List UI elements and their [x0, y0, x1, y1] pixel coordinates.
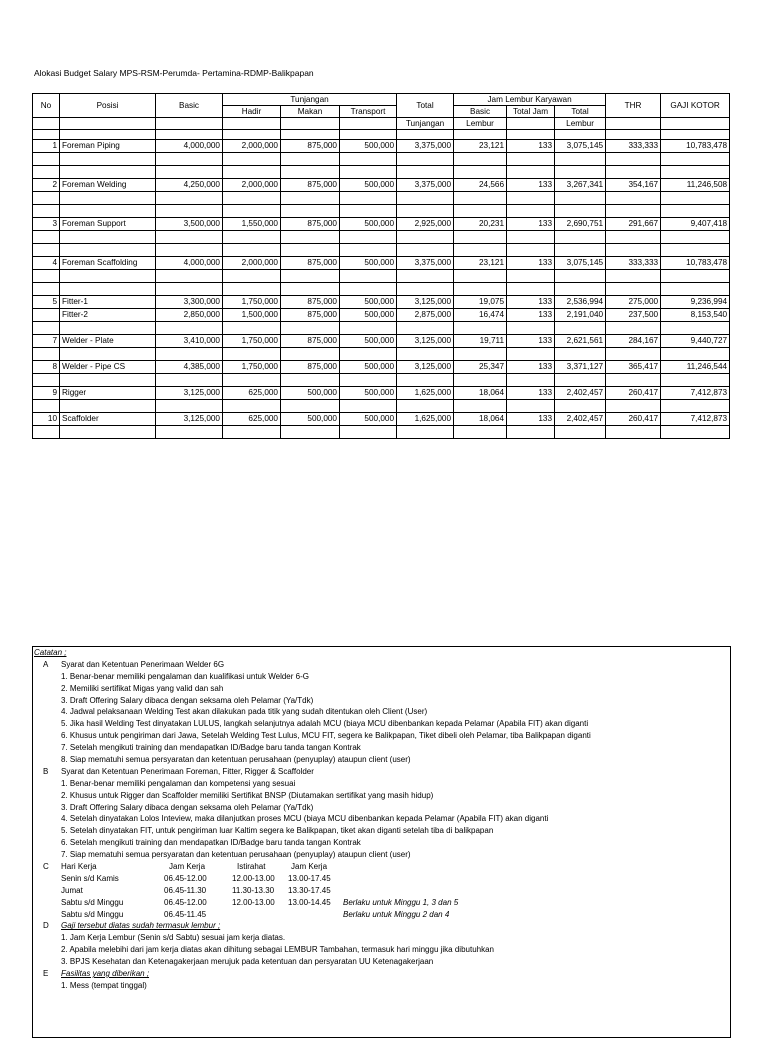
cell-makan: 875,000 [281, 296, 340, 309]
header-total-lembur: Total [555, 106, 606, 118]
cell-makan: 875,000 [281, 218, 340, 231]
cell-basic: 4,000,000 [156, 257, 223, 270]
table-row [33, 218, 730, 231]
cell-total-lembur: 3,075,145 [555, 140, 606, 153]
table-row [33, 140, 730, 153]
cell-transport: 500,000 [340, 218, 397, 231]
schedule-row [33, 873, 730, 885]
cell-thr: 365,417 [606, 361, 661, 374]
schedule-jam2: 13.00-14.45 [288, 897, 331, 907]
cell-transport: 500,000 [340, 179, 397, 192]
cell-hadir: 1,750,000 [223, 296, 281, 309]
cell-transport: 500,000 [340, 309, 397, 322]
cell-no: 5 [33, 296, 60, 309]
cell-gaji: 10,783,478 [661, 257, 730, 270]
header-no: No [33, 94, 60, 118]
cell-makan: 875,000 [281, 361, 340, 374]
cell-posisi: Foreman Piping [60, 140, 156, 153]
schedule-ist: 12.00-13.00 [232, 873, 275, 883]
cell-total: 3,375,000 [397, 179, 454, 192]
cell-basic: 3,500,000 [156, 218, 223, 231]
section-letter: B [43, 766, 49, 776]
schedule-row [33, 885, 730, 897]
table-row [33, 257, 730, 270]
cell-total-lembur: 3,267,341 [555, 179, 606, 192]
cell-posisi: Foreman Scaffolding [60, 257, 156, 270]
note-item: 6. Setelah mengikuti training dan mendapatkan ID/Badge baru tanda tangan Kontrak [61, 838, 361, 848]
cell-basic-lembur: 23,121 [454, 257, 507, 270]
cell-hadir: 2,000,000 [223, 257, 281, 270]
cell-thr: 237,500 [606, 309, 661, 322]
cell-no [33, 309, 60, 322]
schedule-jam: 06.45-11.30 [164, 885, 207, 895]
cell-total-lembur: 2,690,751 [555, 218, 606, 231]
cell-basic: 2,850,000 [156, 309, 223, 322]
cell-total-lembur: 2,191,040 [555, 309, 606, 322]
note-item: 4. Setelah dinyatakan Lolos Inteview, maka dilanjutkan proses MCU (biaya MCU dibenbankan kepada Pelamar (Apabila FIT) akan diganti [61, 814, 549, 824]
table-row [33, 361, 730, 374]
schedule-row [33, 897, 730, 909]
header-posisi: Posisi [60, 94, 156, 118]
schedule-day: Sabtu s/d Minggu [61, 897, 124, 907]
note-item: 3. Draft Offering Salary dibaca dengan seksama oleh Pelamar (Ya/Tdk) [61, 695, 314, 705]
section-letter: D [43, 921, 49, 931]
schedule-ist: 12.00-13.00 [232, 897, 275, 907]
cell-total: 2,875,000 [397, 309, 454, 322]
schedule-day: Jumat [61, 885, 83, 895]
cell-total-jam: 133 [507, 257, 555, 270]
cell-gaji: 11,246,544 [661, 361, 730, 374]
cell-total: 1,625,000 [397, 387, 454, 400]
cell-total-jam: 133 [507, 218, 555, 231]
note-item: 2. Khusus untuk Rigger dan Scaffolder memiliki Sertifikat BNSP (Diutamakan sertifikat yang masih hidup) [61, 790, 434, 800]
cell-basic-lembur: 20,231 [454, 218, 507, 231]
cell-posisi: Fitter-2 [60, 309, 156, 322]
note-item: 4. Jadwal pelaksanaan Welding Test akan dilakukan pada titik yang sudah ditentukan oleh Client (User) [61, 707, 428, 717]
cell-no: 4 [33, 257, 60, 270]
section-letter: C [43, 862, 49, 872]
notes-box [32, 646, 731, 1038]
cell-no: 2 [33, 179, 60, 192]
schedule-day: Sabtu s/d Minggu [61, 909, 124, 919]
cell-basic-lembur: 16,474 [454, 309, 507, 322]
cell-makan: 875,000 [281, 179, 340, 192]
cell-no: 3 [33, 218, 60, 231]
cell-basic-lembur: 23,121 [454, 140, 507, 153]
cell-transport: 500,000 [340, 335, 397, 348]
cell-total-jam: 133 [507, 413, 555, 426]
schedule-jam: 06.45-11.45 [164, 909, 207, 919]
page-title: Alokasi Budget Salary MPS-RSM-Perumda- Pertamina-RDMP-Balikpapan [34, 68, 314, 78]
table-row [33, 309, 730, 322]
col-jam-kerja-2: Jam Kerja [291, 862, 328, 872]
header-makan: Makan [281, 106, 340, 118]
cell-basic-lembur: 18,064 [454, 413, 507, 426]
cell-thr: 260,417 [606, 413, 661, 426]
header-basic: Basic [156, 94, 223, 118]
cell-gaji: 7,412,873 [661, 413, 730, 426]
cell-gaji: 9,236,994 [661, 296, 730, 309]
note-item: 3. BPJS Kesehatan dan Ketenagakerjaan merujuk pada ketentuan dan persyaratan UU Ketenagakerjaan [61, 957, 434, 967]
cell-hadir: 625,000 [223, 387, 281, 400]
cell-basic-lembur: 24,566 [454, 179, 507, 192]
schedule-note: Berlaku untuk Minggu 2 dan 4 [343, 909, 450, 919]
section-title: Syarat dan Ketentuan Penerimaan Foreman, Fitter, Rigger & Scaffolder [61, 766, 314, 776]
schedule-jam2: 13.30-17.45 [288, 885, 331, 895]
table-row [33, 413, 730, 426]
cell-gaji: 9,407,418 [661, 218, 730, 231]
cell-gaji: 10,783,478 [661, 140, 730, 153]
cell-gaji: 7,412,873 [661, 387, 730, 400]
cell-posisi: Fitter-1 [60, 296, 156, 309]
cell-total-jam: 133 [507, 387, 555, 400]
cell-gaji: 9,440,727 [661, 335, 730, 348]
col-jam-kerja: Jam Kerja [169, 862, 206, 872]
cell-hadir: 1,750,000 [223, 335, 281, 348]
cell-posisi: Welder - Pipe CS [60, 361, 156, 374]
cell-makan: 875,000 [281, 335, 340, 348]
cell-total-jam: 133 [507, 140, 555, 153]
notes-label: Catatan ; [34, 648, 67, 657]
section-title: Gaji tersebut diatas sudah termasuk lembur ; [61, 921, 221, 931]
header-jam-lembur: Jam Lembur Karyawan [454, 94, 606, 106]
header-gaji-kotor: GAJI KOTOR [661, 94, 730, 118]
note-item: 1. Jam Kerja Lembur (Senin s/d Sabtu) sesuai jam kerja diatas. [61, 933, 286, 943]
note-item: 7. Setelah mengikuti training dan mendapatkan ID/Badge baru tanda tangan Kontrak [61, 743, 361, 753]
cell-transport: 500,000 [340, 140, 397, 153]
cell-basic-lembur: 19,711 [454, 335, 507, 348]
schedule-note: Berlaku untuk Minggu 1, 3 dan 5 [343, 897, 459, 907]
cell-makan: 875,000 [281, 257, 340, 270]
schedule-jam: 06.45-12.00 [164, 897, 207, 907]
cell-total-jam: 133 [507, 361, 555, 374]
section-title: Syarat dan Ketentuan Penerimaan Welder 6G [61, 659, 225, 669]
cell-transport: 500,000 [340, 361, 397, 374]
cell-thr: 284,167 [606, 335, 661, 348]
cell-basic: 4,385,000 [156, 361, 223, 374]
cell-basic: 3,300,000 [156, 296, 223, 309]
schedule-ist: 11.30-13.30 [232, 885, 275, 895]
note-item: 3. Draft Offering Salary dibaca dengan seksama oleh Pelamar (Ya/Tdk) [61, 802, 314, 812]
cell-makan: 875,000 [281, 309, 340, 322]
cell-thr: 333,333 [606, 140, 661, 153]
cell-total-lembur: 3,075,145 [555, 257, 606, 270]
cell-posisi: Rigger [60, 387, 156, 400]
schedule-jam: 06.45-12.00 [164, 873, 207, 883]
note-item: 2. Memiliki sertifikat Migas yang valid dan sah [61, 683, 224, 693]
cell-total: 3,125,000 [397, 361, 454, 374]
schedule-row [33, 909, 730, 921]
cell-no: 9 [33, 387, 60, 400]
cell-basic-lembur: 19,075 [454, 296, 507, 309]
cell-hadir: 1,500,000 [223, 309, 281, 322]
note-item: 2. Apabila melebihi dari jam kerja diatas akan dihitung sebagai LEMBUR Tambahan, termasuk hari minggu jika dibutuhkan [61, 945, 494, 955]
cell-hadir: 1,750,000 [223, 361, 281, 374]
cell-makan: 500,000 [281, 387, 340, 400]
cell-total-lembur: 2,402,457 [555, 413, 606, 426]
cell-no: 7 [33, 335, 60, 348]
header-basic-lembur: Basic [454, 106, 507, 118]
note-item: 5. Setelah dinyatakan FIT, untuk pengiriman luar Kaltim segera ke Balikpapan, tiket akan diganti setelah tiba di balikpapan [61, 826, 494, 836]
cell-thr: 333,333 [606, 257, 661, 270]
note-item: 1. Benar-benar memiliki pengalaman dan kompetensi yang sesuai [61, 778, 296, 788]
col-istirahat: Istirahat [237, 862, 266, 872]
header-thr: THR [606, 94, 661, 118]
header-transport: Transport [340, 106, 397, 118]
cell-gaji: 11,246,508 [661, 179, 730, 192]
cell-basic: 4,250,000 [156, 179, 223, 192]
note-item: 5. Jika hasil Welding Test dinyatakan LULUS, langkah selanjutnya adalah MCU (biaya MCU dibenbankan kepada Pelamar (Apabila FIT) akan diganti [61, 719, 589, 729]
schedule-day: Senin s/d Kamis [61, 873, 119, 883]
cell-thr: 291,667 [606, 218, 661, 231]
cell-no: 8 [33, 361, 60, 374]
schedule-jam2: 13.00-17.45 [288, 873, 331, 883]
header-total-lembur-sub: Lembur [555, 118, 606, 130]
table-row [33, 387, 730, 400]
header-total-sub: Tunjangan [397, 118, 454, 130]
cell-hadir: 625,000 [223, 413, 281, 426]
cell-posisi: Foreman Welding [60, 179, 156, 192]
cell-total-jam: 133 [507, 309, 555, 322]
cell-total-lembur: 2,621,561 [555, 335, 606, 348]
cell-thr: 260,417 [606, 387, 661, 400]
header-basic-sub: Lembur [454, 118, 507, 130]
cell-no: 10 [33, 413, 60, 426]
cell-no: 1 [33, 140, 60, 153]
cell-total: 2,925,000 [397, 218, 454, 231]
header-tunjangan: Tunjangan [223, 94, 397, 106]
cell-transport: 500,000 [340, 257, 397, 270]
cell-total: 3,125,000 [397, 296, 454, 309]
header-total: Total [397, 94, 454, 118]
cell-basic: 3,125,000 [156, 387, 223, 400]
note-item: 7. Siap mematuhi semua persyaratan dan ketentuan perusahaan (penyuplay) ataupun client (user) [61, 850, 411, 860]
cell-total-jam: 133 [507, 335, 555, 348]
cell-transport: 500,000 [340, 296, 397, 309]
salary-table [32, 93, 730, 439]
cell-basic-lembur: 18,064 [454, 387, 507, 400]
cell-total: 3,375,000 [397, 257, 454, 270]
cell-total-lembur: 3,371,127 [555, 361, 606, 374]
cell-basic: 3,410,000 [156, 335, 223, 348]
header-total-jam: Total Jam [507, 106, 555, 118]
cell-total-lembur: 2,536,994 [555, 296, 606, 309]
cell-hadir: 2,000,000 [223, 179, 281, 192]
note-item: 1. Mess (tempat tinggal) [61, 980, 147, 990]
note-item: 1. Benar-benar memiliki pengalaman dan kualifikasi untuk Welder 6-G [61, 671, 309, 681]
section-title: Fasilitas yang diberikan ; [61, 969, 150, 979]
note-item: 6. Khusus untuk pengiriman dari Jawa, Setelah Welding Test Lulus, MCU FIT, segera ke Balikpapan, Tiket dibeli oleh Pelamar, tiba Balikpapan diganti [61, 731, 591, 741]
cell-total-jam: 133 [507, 296, 555, 309]
cell-hadir: 1,550,000 [223, 218, 281, 231]
cell-basic: 4,000,000 [156, 140, 223, 153]
cell-total: 3,375,000 [397, 140, 454, 153]
cell-gaji: 8,153,540 [661, 309, 730, 322]
cell-total-jam: 133 [507, 179, 555, 192]
cell-thr: 354,167 [606, 179, 661, 192]
section-title: Hari Kerja [61, 862, 97, 872]
cell-transport: 500,000 [340, 413, 397, 426]
cell-makan: 875,000 [281, 140, 340, 153]
cell-basic: 3,125,000 [156, 413, 223, 426]
cell-total: 1,625,000 [397, 413, 454, 426]
cell-posisi: Foreman Support [60, 218, 156, 231]
cell-transport: 500,000 [340, 387, 397, 400]
cell-posisi: Scaffolder [60, 413, 156, 426]
section-letter: E [43, 969, 49, 979]
table-row [33, 296, 730, 309]
cell-thr: 275,000 [606, 296, 661, 309]
cell-total: 3,125,000 [397, 335, 454, 348]
header-hadir: Hadir [223, 106, 281, 118]
cell-hadir: 2,000,000 [223, 140, 281, 153]
note-item: 8. Siap mematuhi semua persyaratan dan ketentuan perusahaan (penyuplay) ataupun client (user) [61, 755, 411, 765]
section-letter: A [43, 659, 49, 669]
cell-makan: 500,000 [281, 413, 340, 426]
table-row [33, 335, 730, 348]
table-row [33, 179, 730, 192]
cell-posisi: Welder - Plate [60, 335, 156, 348]
cell-basic-lembur: 25,347 [454, 361, 507, 374]
cell-total-lembur: 2,402,457 [555, 387, 606, 400]
